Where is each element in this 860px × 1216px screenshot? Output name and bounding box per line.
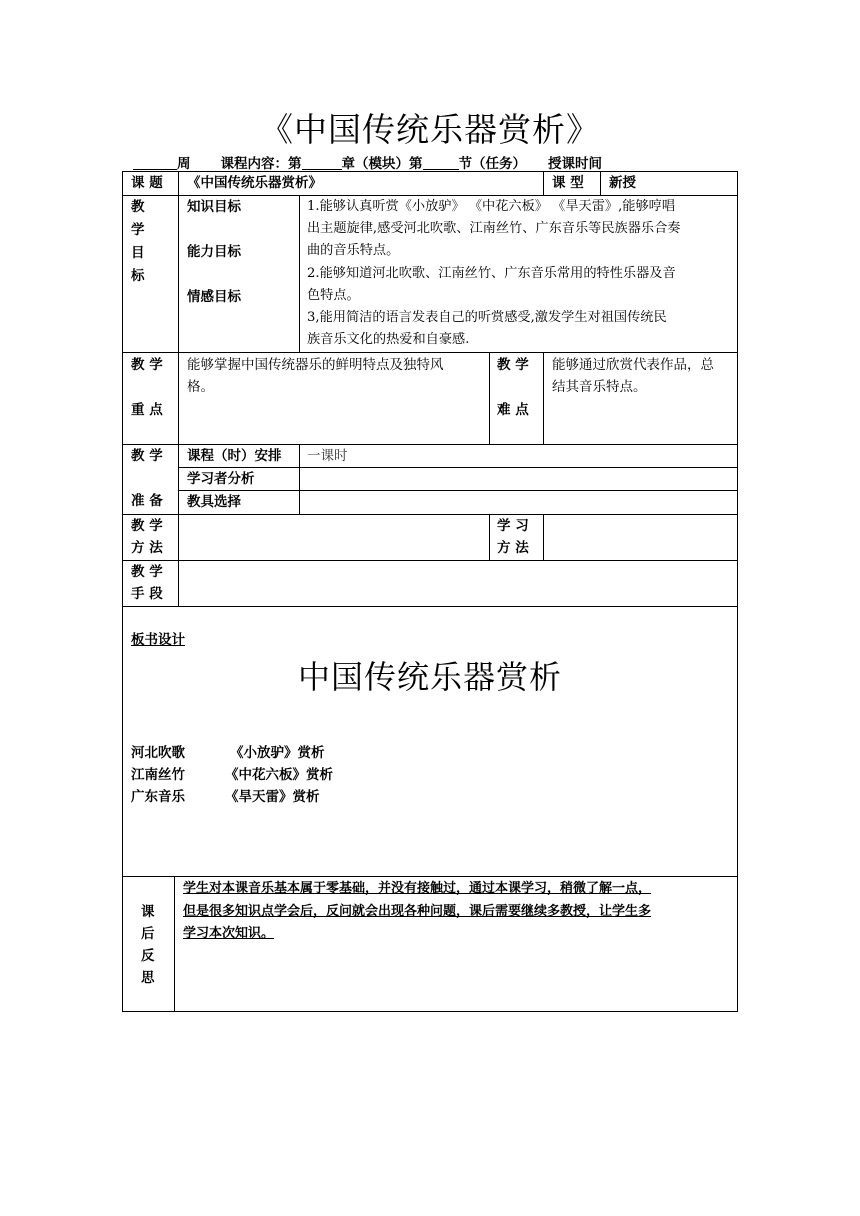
tools-label: 教具选择 (187, 494, 241, 510)
column-divider (299, 195, 300, 352)
learning-method-label: 方 法 (497, 540, 529, 556)
board-item-piece: 《旱天雷》赏析 (225, 789, 320, 805)
goal-text-line: 2.能够知道河北吹歌、江南丝竹、广东音乐常用的特性乐器及音 (307, 266, 676, 281)
column-divider (543, 514, 544, 560)
board-design-label: 板书设计 (131, 632, 185, 648)
column-divider (174, 876, 175, 1012)
goal-text-line: 族音乐文化的热爱和自豪感. (307, 332, 470, 347)
goals-label-char: 目 (131, 245, 145, 261)
teaching-means-label: 手 段 (131, 586, 163, 602)
section-blank (423, 155, 459, 170)
reflection-label-char: 思 (141, 970, 155, 986)
reflection-label-char: 反 (141, 948, 155, 964)
goal-ability-label: 能力目标 (187, 244, 241, 260)
preparation-label: 准 备 (131, 493, 163, 509)
week-blank (133, 155, 177, 170)
column-divider (489, 352, 490, 444)
reflection-text-line: 学生对本课音乐基本属于零基础，并没有接触过，通过本课学习，稍微了解一点， (183, 881, 652, 896)
key-points-label: 重 点 (131, 402, 163, 418)
board-item-region: 河北吹歌 (131, 745, 185, 761)
column-divider (543, 352, 544, 444)
row-divider (122, 560, 738, 561)
goal-text-line: 3,能用简洁的语言发表自己的听赏感受,激发学生对祖国传统民 (307, 310, 667, 325)
goal-text-line: 出主题旋律,感受河北吹歌、江南丝竹、广东音乐等民族器乐合奏 (307, 221, 681, 236)
time-label: 授课时间 (548, 156, 602, 172)
document-title: 《中国传统乐器赏析》 (260, 110, 600, 149)
schedule-label: 课程（时）安排 (187, 448, 282, 464)
column-divider (178, 171, 179, 606)
teaching-method-label: 教 学 (131, 518, 163, 534)
section-label: 节（任务） (458, 156, 526, 172)
board-title: 中国传统乐器赏析 (297, 658, 562, 696)
reflection-label-char: 课 (141, 904, 155, 920)
goal-text-line: 色特点。 (307, 288, 360, 303)
difficulty-text: 结其音乐特点。 (552, 379, 647, 395)
key-points-label: 教 学 (131, 357, 163, 373)
goals-label-char: 教 (131, 199, 145, 215)
reflection-text-line: 学习本次知识。 (183, 926, 275, 941)
column-divider (489, 514, 490, 560)
teaching-method-label: 方 法 (131, 540, 163, 556)
reflection-text-line: 但是很多知识点学会后，反问就会出现各种问题，课后需要继续多教授，让学生多 (183, 904, 652, 919)
chapter-blank (302, 155, 342, 170)
board-item-region: 广东音乐 (131, 789, 185, 805)
learning-method-label: 学 习 (497, 518, 529, 534)
type-label: 课 型 (552, 175, 584, 191)
board-item-piece: 《小放驴》赏析 (230, 745, 325, 761)
column-divider (543, 171, 544, 195)
topic-value: 《中国传统乐器赏析》 (187, 175, 322, 191)
row-divider (122, 514, 738, 515)
difficulty-label: 教 学 (497, 357, 529, 373)
board-item-region: 江南丝竹 (131, 767, 185, 783)
preparation-label: 教 学 (131, 448, 163, 464)
difficulty-text: 能够通过欣赏代表作品，总 (552, 357, 714, 373)
row-divider (122, 876, 738, 877)
goal-text-line: 1.能够认真听赏《小放驴》 《中花六板》 《旱天雷》,能够哼唱 (307, 199, 676, 214)
topic-label: 课 题 (131, 175, 163, 191)
reflection-label-char: 后 (141, 926, 155, 942)
goal-emotion-label: 情感目标 (187, 289, 241, 305)
goals-label-char: 学 (131, 222, 145, 238)
row-divider (122, 352, 738, 353)
teaching-means-label: 教 学 (131, 564, 163, 580)
row-divider (178, 490, 738, 491)
column-divider (299, 444, 300, 514)
goal-knowledge-label: 知识目标 (187, 199, 241, 215)
goal-text-line: 曲的音乐特点。 (307, 243, 400, 258)
course-info-line (133, 152, 602, 172)
week-label: 周 (177, 156, 191, 172)
key-points-text: 格。 (187, 379, 214, 395)
goals-label-char: 标 (131, 268, 145, 284)
column-divider (600, 171, 601, 195)
difficulty-label: 难 点 (497, 402, 529, 418)
key-points-text: 能够掌握中国传统器乐的鲜明特点及独特风 (187, 357, 444, 373)
board-item-piece: 《中花六板》赏析 (225, 767, 333, 783)
chapter-label: 章（模块）第 (341, 156, 423, 172)
content-label: 课程内容：第 (220, 156, 302, 172)
type-value: 新授 (609, 175, 636, 191)
learner-analysis-label: 学习者分析 (187, 471, 255, 487)
schedule-value: 一课时 (307, 448, 348, 464)
row-divider (122, 606, 738, 607)
